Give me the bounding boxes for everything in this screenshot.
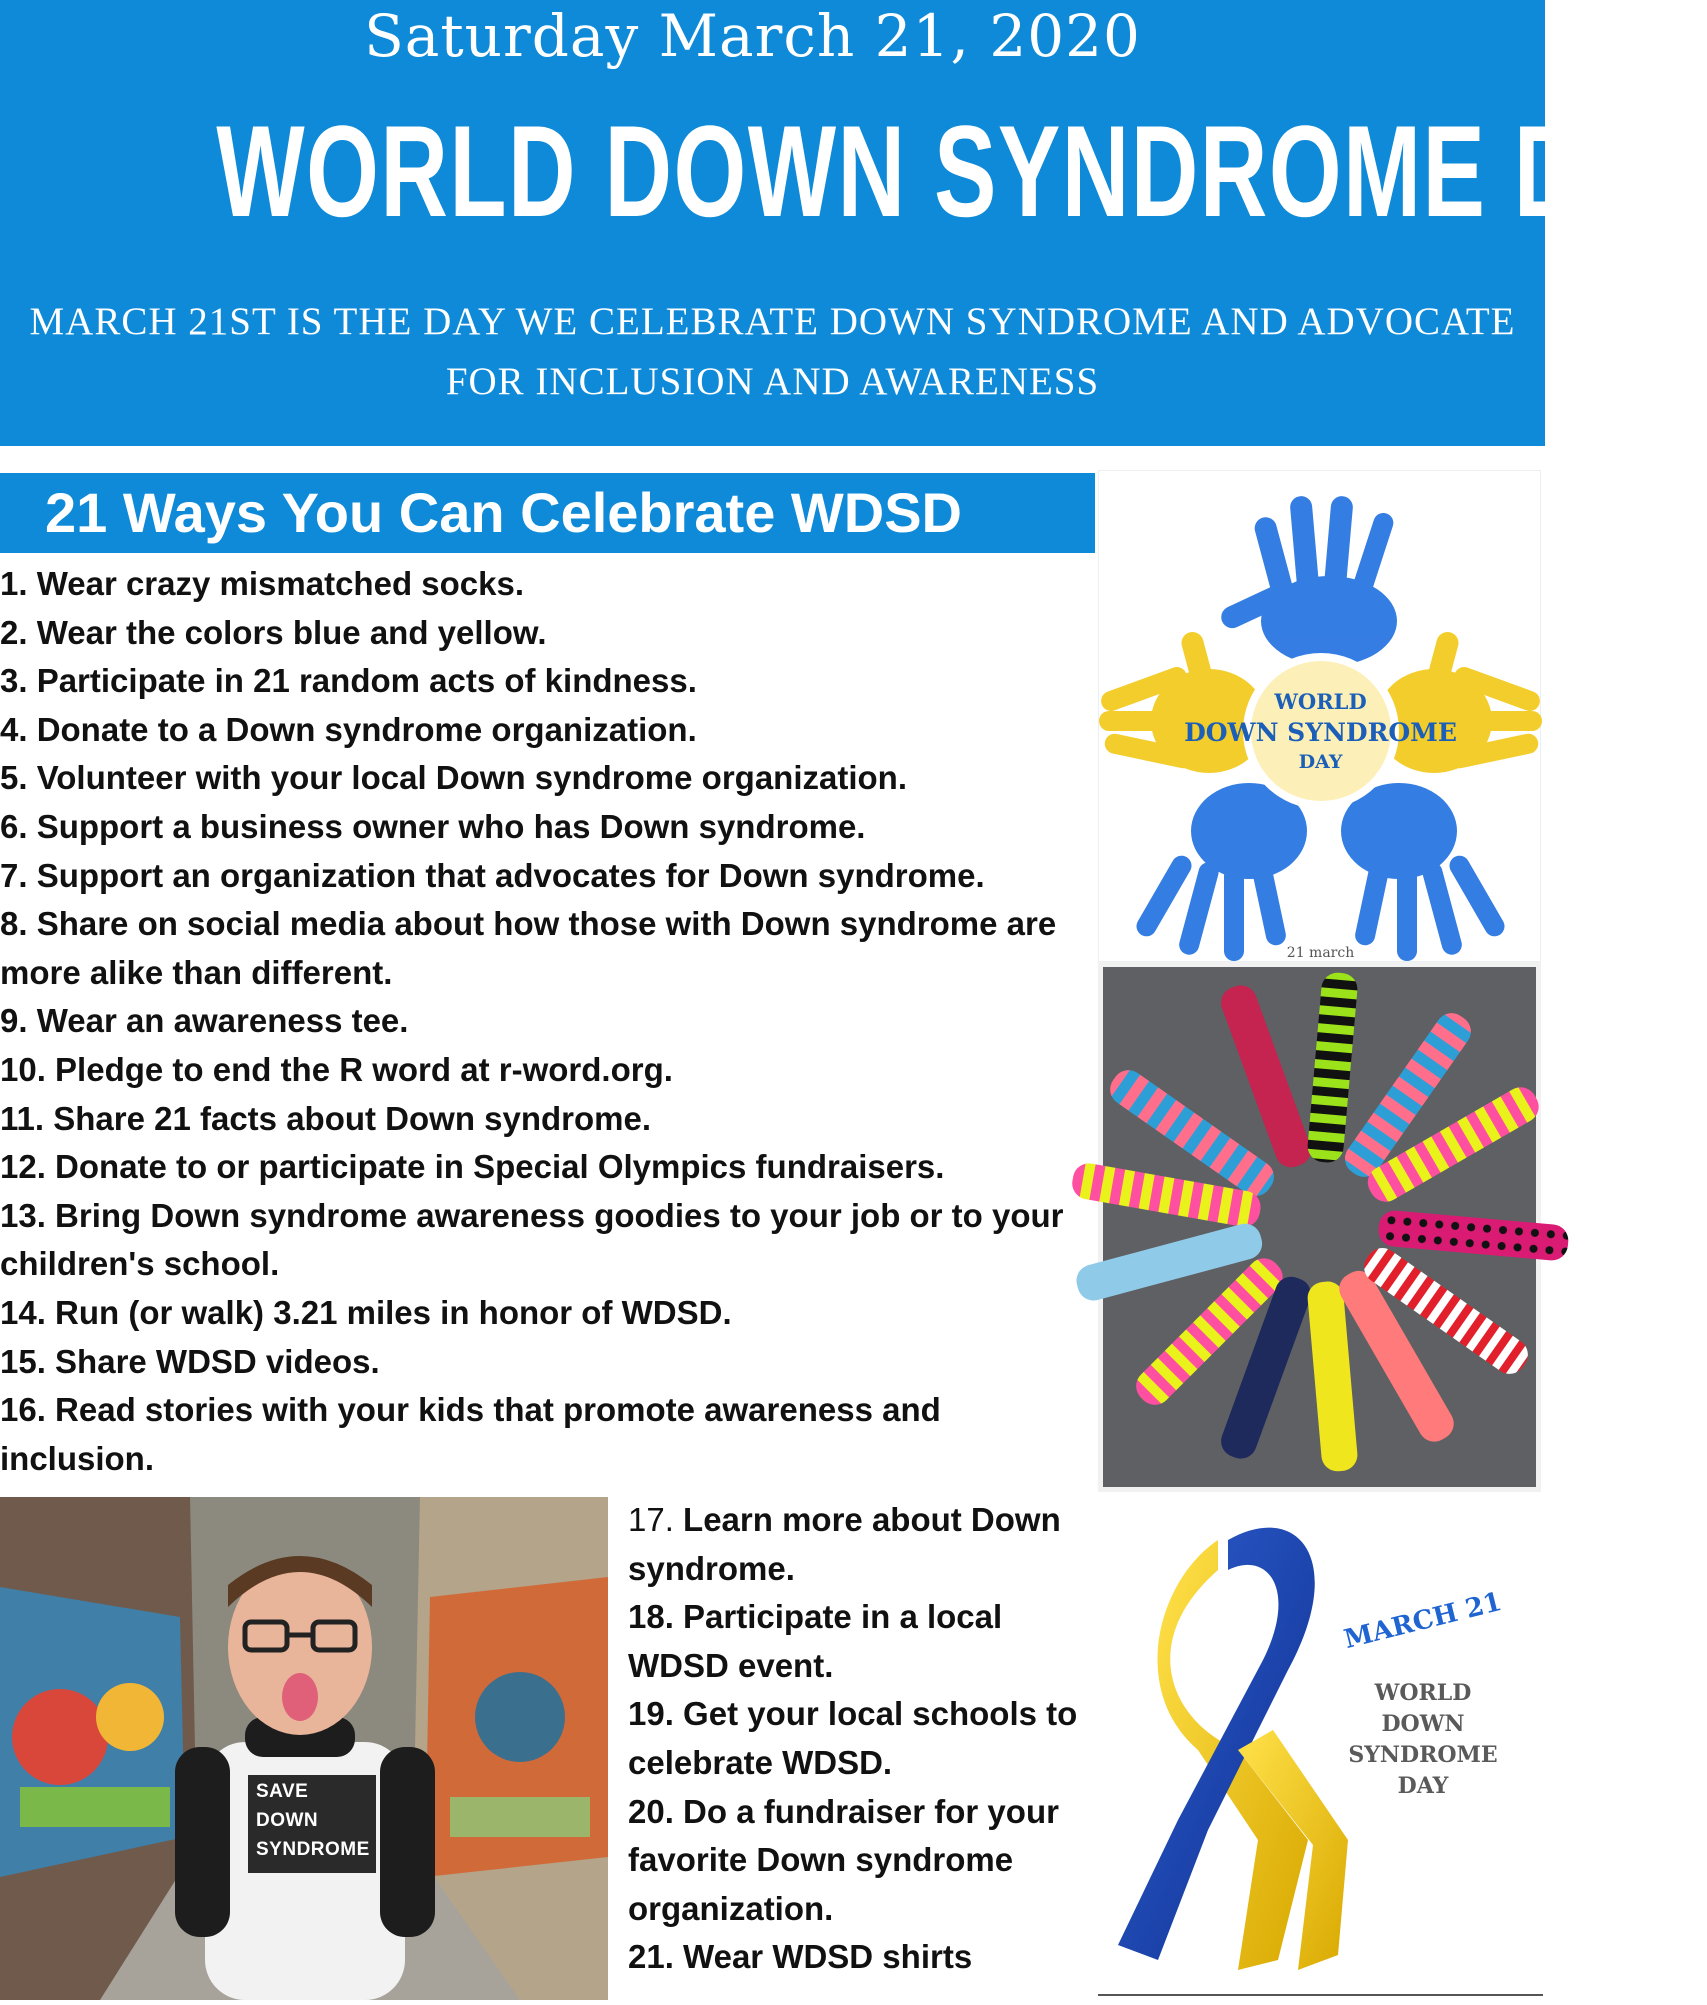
socks-image	[1103, 967, 1536, 1487]
list-item-text: Get your local schools to celebrate WDSD.	[628, 1695, 1078, 1781]
shirt-text-line1: SAVE	[256, 1781, 309, 1802]
list-item-number: 21.	[628, 1938, 684, 1976]
list-item: 9. Wear an awareness tee.	[0, 1002, 409, 1040]
list-item: 7. Support an organization that advocates for Down syndrome.	[0, 856, 985, 894]
list-item-text: Do a fundraiser for your favorite Down syndrome organization.	[628, 1792, 1059, 1927]
hands-caption: 21 march	[1286, 945, 1355, 961]
list-item: 10. Pledge to end the R word at r-word.org.	[0, 1050, 673, 1088]
list-item: 3. Participate in 21 random acts of kindness.	[0, 662, 697, 700]
list-item: 2. Wear the colors blue and yellow.	[0, 613, 547, 651]
list-item-number: 17.	[628, 1501, 684, 1538]
footer-rule	[1098, 1994, 1543, 1996]
list-item: 13. Bring Down syndrome awareness goodies to your job or to your children's school.	[0, 1196, 1064, 1283]
list-item-number: 20.	[628, 1792, 684, 1830]
list-item: 14. Run (or walk) 3.21 miles in honor of WDSD.	[0, 1293, 732, 1331]
handprints-icon	[1099, 471, 1542, 963]
list-item	[628, 1788, 1098, 1934]
list-item: 6. Support a business owner who has Down syndrome.	[0, 807, 866, 845]
hands-text-down-syndrome: DOWN SYNDROME	[1184, 718, 1457, 747]
ribbon-text-world: WORLD	[1374, 1680, 1472, 1706]
list-item	[628, 1593, 1098, 1690]
list-item: 8. Share on social media about how those with Down syndrome are more alike than different.	[0, 905, 1057, 991]
list-item-text: Learn more about Down syndrome.	[628, 1501, 1061, 1587]
ways-list	[0, 560, 1090, 1483]
list-item-number: 19.	[628, 1695, 684, 1733]
ribbon-text-down: DOWN	[1381, 1711, 1465, 1737]
hands-text-day: DAY	[1298, 751, 1343, 773]
shirt-text-line3: SYNDROME	[256, 1839, 370, 1860]
page-title: WORLD DOWN SYNDROME DAY	[216, 98, 1707, 244]
list-item: 15. Share WDSD videos.	[0, 1342, 380, 1380]
ribbon-arc-text: MARCH 21	[1341, 1586, 1505, 1656]
event-date: Saturday March 21, 2020	[364, 2, 1141, 70]
list-item: 4. Donate to a Down syndrome organization.	[0, 710, 697, 748]
list-item	[628, 1933, 1098, 1982]
ribbon-graphic	[1098, 1500, 1545, 2000]
list-item-text: Wear WDSD shirts	[683, 1938, 973, 1976]
list-item-number: 18.	[628, 1598, 684, 1636]
list-item	[628, 1690, 1098, 1787]
shirt-text-line2: DOWN	[256, 1810, 319, 1831]
header-banner	[0, 0, 1707, 446]
hands-text-world: WORLD	[1274, 689, 1367, 714]
tagline: MARCH 21ST IS THE DAY WE CELEBRATE DOWN SYNDROME AND ADVOCATE FOR INCLUSION AND AWARENESS	[29, 300, 1516, 403]
ways-list-continued	[628, 1496, 1098, 1996]
list-item: 1. Wear crazy mismatched socks.	[0, 565, 525, 602]
socks-photo	[1098, 962, 1541, 1492]
list-item: 12. Donate to or participate in Special Olympics fundraisers.	[0, 1148, 945, 1186]
list-item: 16. Read stories with your kids that promote awareness and inclusion.	[0, 1391, 941, 1477]
ribbon-text-day: DAY	[1397, 1773, 1449, 1799]
boy-image	[0, 1497, 608, 2000]
ribbon-text-syndrome: SYNDROME	[1348, 1742, 1498, 1768]
list-item: 11. Share 21 facts about Down syndrome.	[0, 1099, 652, 1137]
ways-heading: 21 Ways You Can Celebrate WDSD	[0, 473, 1095, 553]
handprints-graphic	[1098, 470, 1541, 962]
list-item	[628, 1496, 1098, 1593]
list-item-text: Participate in a local WDSD event.	[628, 1598, 1003, 1684]
list-item: 5. Volunteer with your local Down syndrome organization.	[0, 759, 908, 797]
boy-photo	[0, 1497, 608, 2000]
